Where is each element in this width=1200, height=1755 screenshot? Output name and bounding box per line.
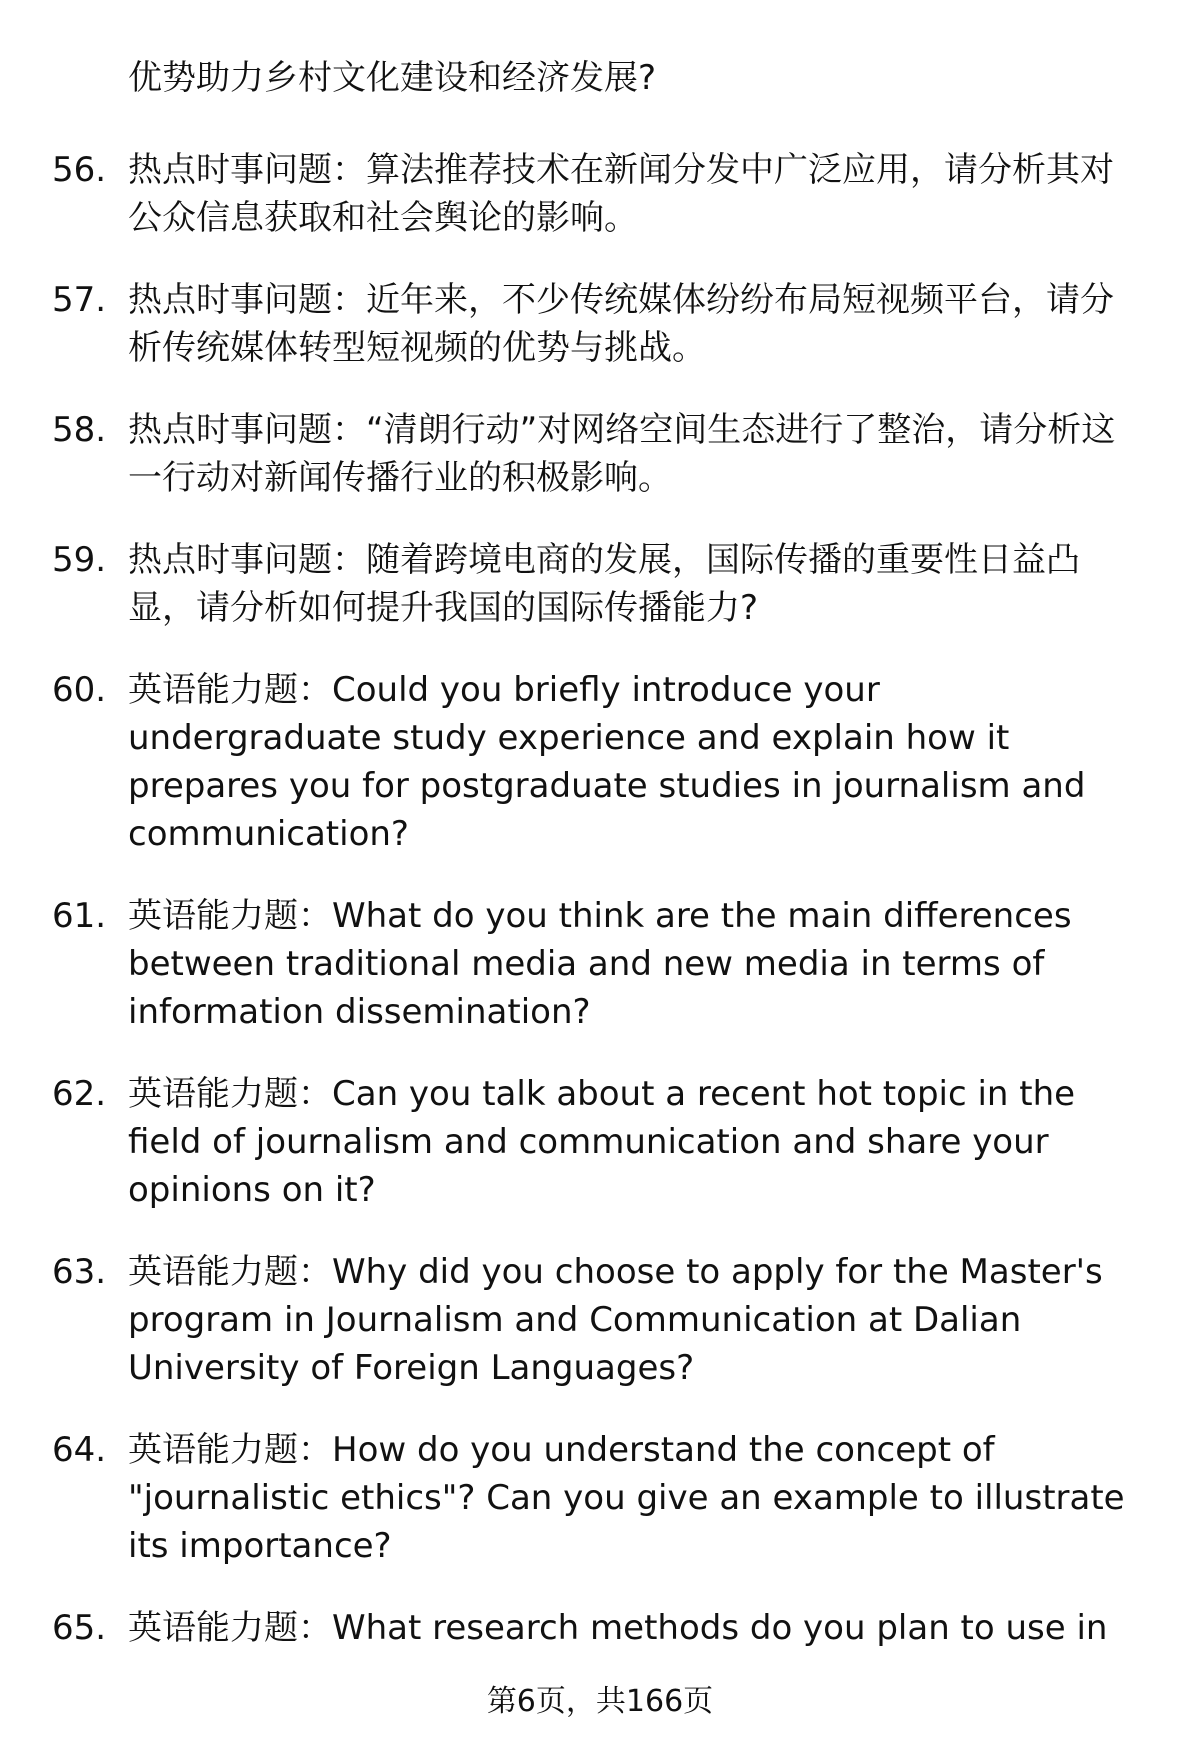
question-text: 英语能力题：Can you talk about a recent hot topic in the field of journalism and communication and share your opinions on it? [128, 1074, 1076, 1210]
question-number: 56. [52, 150, 107, 190]
question-number: 63. [52, 1252, 107, 1292]
question-64 [0, 1426, 1200, 1570]
question-58 [0, 406, 1200, 502]
question-60 [0, 666, 1200, 858]
question-continuation [0, 54, 1200, 102]
question-text: 英语能力题：Could you briefly introduce your undergraduate study experience and explain how it prepares you for postgraduate studies in journalism and communication? [128, 670, 1086, 854]
question-number: 62. [52, 1074, 107, 1114]
question-text: 英语能力题：What do you think are the main differences between traditional media and new media in terms of information dissemination? [128, 896, 1072, 1032]
question-text: 热点时事问题：随着跨境电商的发展，国际传播的重要性日益凸显，请分析如何提升我国的国际传播能力? [128, 540, 1080, 628]
question-text: 英语能力题：How do you understand the concept of "journalistic ethics"? Can you give an example to illustrate its importance? [128, 1430, 1125, 1566]
question-number: 65. [52, 1608, 107, 1648]
question-56 [0, 146, 1200, 242]
page-footer: 第6页，共166页 [486, 1684, 714, 1719]
question-text: 热点时事问题：算法推荐技术在新闻分发中广泛应用，请分析其对公众信息获取和社会舆论的影响。 [128, 150, 1114, 238]
question-number: 58. [52, 410, 107, 450]
question-57 [0, 276, 1200, 372]
question-number: 59. [52, 540, 107, 580]
question-number: 60. [52, 670, 107, 710]
question-61 [0, 892, 1200, 1036]
question-text: 英语能力题：Why did you choose to apply for the Master's program in Journalism and Communication at Dalian University of Foreign Languages? [128, 1252, 1103, 1388]
question-text: 热点时事问题：“清朗行动”对网络空间生态进行了整治，请分析这一行动对新闻传播行业的积极影响。 [128, 410, 1116, 498]
question-number: 64. [52, 1430, 107, 1470]
question-65 [0, 1604, 1200, 1652]
question-number: 61. [52, 896, 107, 936]
question-59 [0, 536, 1200, 632]
question-62 [0, 1070, 1200, 1214]
question-text: 热点时事问题：近年来，不少传统媒体纷纷布局短视频平台，请分析传统媒体转型短视频的优势与挑战。 [128, 280, 1114, 368]
question-63 [0, 1248, 1200, 1392]
question-continuation-text: 优势助力乡村文化建设和经济发展? [128, 58, 657, 98]
question-list [0, 54, 1200, 1686]
question-text: 英语能力题：What research methods do you plan to use in [128, 1608, 1108, 1648]
question-number: 57. [52, 280, 107, 320]
